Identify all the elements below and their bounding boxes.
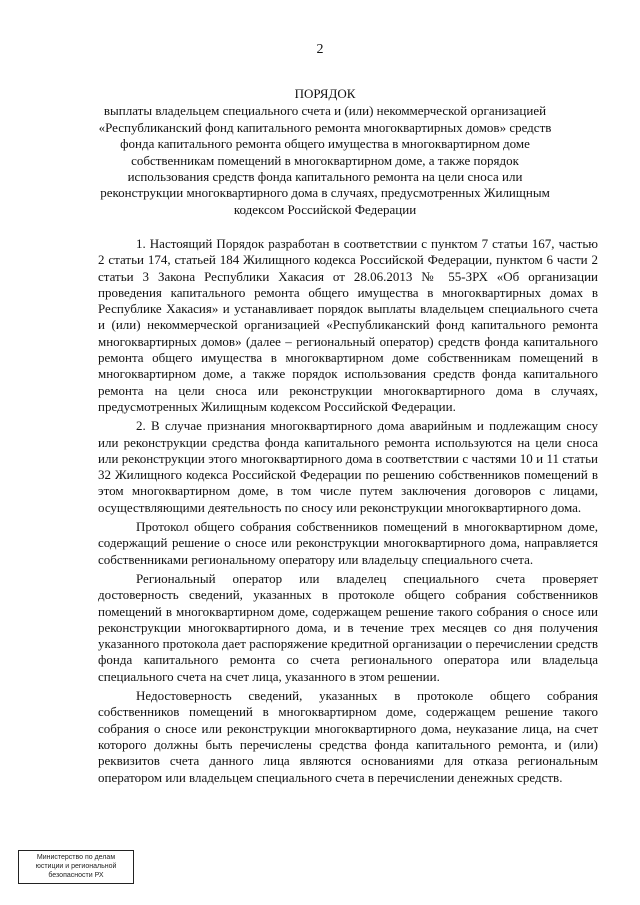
document-title: ПОРЯДОК bbox=[294, 86, 356, 101]
paragraph-5: Недостоверность сведений, указанных в протоколе общего собрания собственников помещений в многоквартирном доме, содержащем решение такого собрания о сносе или реконструкции многоквартирного дома, неуказание лица, на счет которого должны быть перечислены средства фонда капитального ремонта, и (или) реквизитов счета данного лица являются основаниями для отказа региональным оператором или владельцем специального счета в перечислении денежных средств. bbox=[98, 688, 598, 785]
paragraph-2: 2. В случае признания многоквартирного дома аварийным и подлежащим сносу или реконструкции средства фонда капитального ремонта используются на цели сноса или реконструкции этого многоквартирного дома в соответствии с частями 10 и 11 статьи 32 Жилищного кодекса Российской Федерации по решению собственников помещений в этом многоквартирном доме, в том числе путем заключения договоров с лицами, осуществляющими деятельность по сносу или реконструкции многоквартирного дома. bbox=[98, 418, 598, 515]
stamp-line-2: юстиции и региональной bbox=[35, 863, 117, 870]
document-subtitle: выплаты владельцем специального счета и (или) некоммерческой организацией «Республиканский фонд капитального ремонта многоквартирных домов» средств фонда капитального ремонта общего имущества в многоквартирном доме собственникам помещений в многоквартирном доме, а также порядок использования средств фонда капитального ремонта на цели сноса или реконструкции многоквартирного дома в случаях, предусмотренных Жилищным кодексом Российской Федерации bbox=[98, 103, 552, 217]
paragraph-3: Протокол общего собрания собственников помещений в многоквартирном доме, содержащий решение о сносе или реконструкции многоквартирного дома, направляется собственниками региональному оператору или владельцу специального счета. bbox=[98, 519, 598, 567]
paragraph-1: 1. Настоящий Порядок разработан в соответствии с пунктом 7 статьи 167, частью 2 статьи 174, статьей 184 Жилищного кодекса Российской Федерации, пунктом 6 части 2 статьи 3 Закона Республики Хакасия от 28.06.2013 № 55-ЗРХ «Об организации проведения капитального ремонта общего имущества в многоквартирных домах в Республике Хакасия» и устанавливает порядок выплаты владельцем специального счета и (или) некоммерческой организацией «Республиканский фонд капитального ремонта многоквартирных домов» (далее – региональный оператор) средств фонда капитального ремонта общего имущества в многоквартирном доме собственникам помещений в многоквартирном доме, а также порядок использования средств фонда капитального ремонта на цели сноса или реконструкции многоквартирного дома в случаях, предусмотренных Жилищным кодексом Российской Федерации. bbox=[98, 236, 598, 414]
page-number: 2 bbox=[316, 42, 324, 57]
document-body bbox=[98, 236, 598, 789]
paragraph-4: Региональный оператор или владелец специального счета проверяет достоверность сведений, указанных в протоколе общего собрания собственников помещений в многоквартирном доме, содержащем решение такого собрания о сносе или реконструкции многоквартирного дома, и в течение трех месяцев со дня получения указанного протокола дает распоряжение кредитной организации о перечислении средств фонда капитального ремонта со счета регионального оператора или владельца специального счета на счет лица, указанного в этом решении. bbox=[98, 570, 598, 684]
document-heading bbox=[90, 86, 560, 218]
stamp-line-1: Министерство по делам bbox=[36, 854, 116, 861]
ministry-stamp bbox=[18, 850, 134, 884]
stamp-line-3: безопасности РХ bbox=[48, 872, 104, 879]
